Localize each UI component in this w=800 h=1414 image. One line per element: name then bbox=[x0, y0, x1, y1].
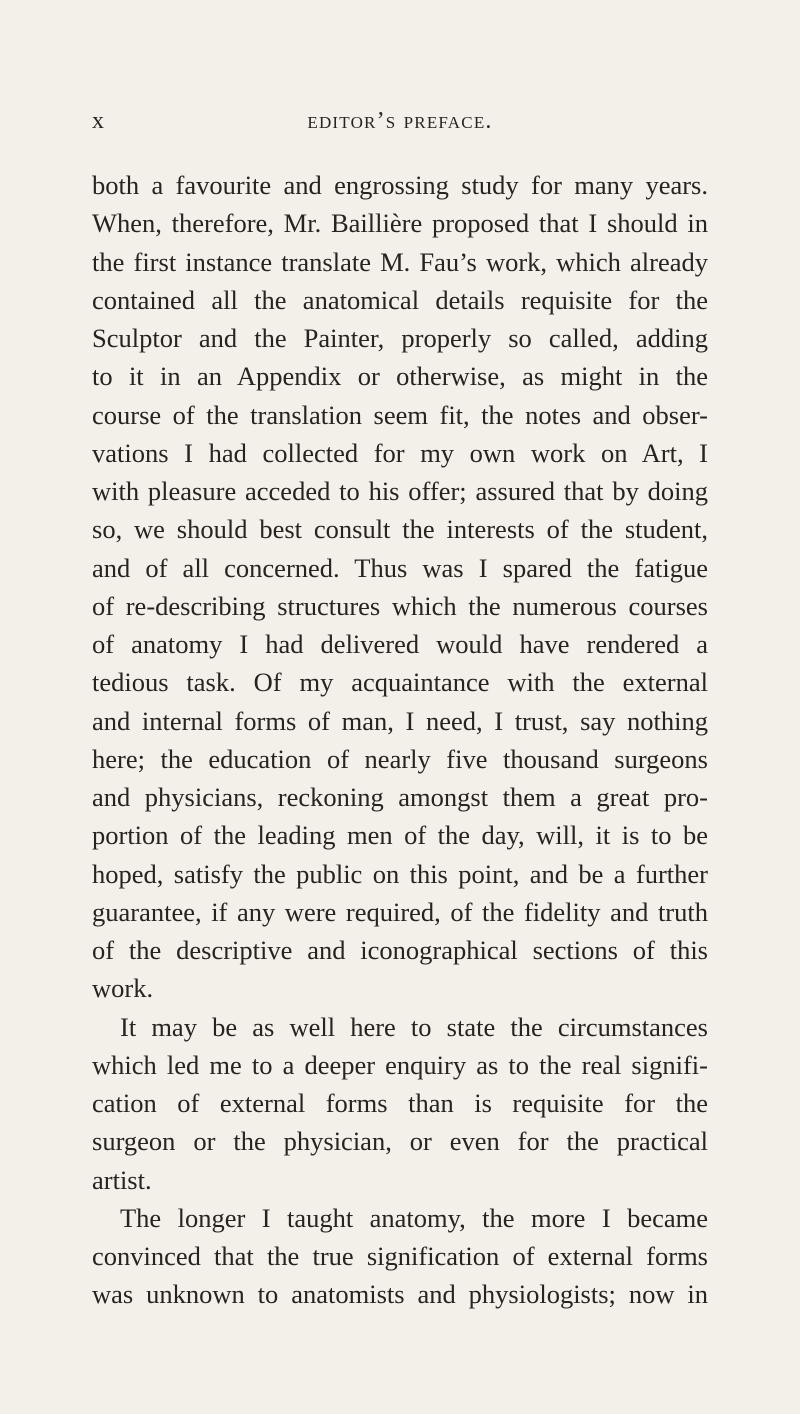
text-line: with pleasure acceded to his offer; assured that by doing bbox=[92, 476, 708, 506]
page-number: x bbox=[92, 108, 106, 134]
text-line: and physicians, reckoning amongst them a great pro- bbox=[92, 782, 708, 812]
text-line: contained all the anatomical details requisite for the bbox=[92, 284, 708, 315]
text-line: surgeon or the physician, or even for the practical bbox=[92, 1126, 708, 1157]
text-line: convinced that the true signification of external forms bbox=[92, 1241, 708, 1271]
text-line: cation of external forms than is requisite for the bbox=[92, 1088, 708, 1118]
text-line: portion of the leading men of the day, will, it is to be bbox=[92, 820, 708, 851]
text-line: The longer I taught anatomy, the more I became bbox=[120, 1202, 708, 1233]
text-line: and of all concerned. Thus was I spared the fatigue bbox=[92, 552, 708, 583]
text-line: which led me to a deeper enquiry as to the real signifi- bbox=[92, 1049, 708, 1080]
text-line: artist. bbox=[92, 1164, 152, 1195]
text-line: When, therefore, Mr. Baillière proposed that I should in bbox=[92, 208, 708, 239]
text-line: the first instance translate M. Fau’s work, which already bbox=[92, 246, 708, 277]
text-line: vations I had collected for my own work on Art, I bbox=[92, 437, 708, 468]
text-line: work. bbox=[92, 973, 154, 1004]
text-line: both a favourite and engrossing study for many years. bbox=[92, 170, 708, 200]
text-line: so, we should best consult the interests of the student, bbox=[92, 514, 708, 545]
text-line: Sculptor and the Painter, properly so called, adding bbox=[92, 323, 708, 353]
text-line: to it in an Appendix or otherwise, as might in the bbox=[92, 361, 708, 392]
text-line: of the descriptive and iconographical sections of this bbox=[92, 935, 708, 965]
running-head bbox=[92, 108, 708, 140]
running-title: editor’s preface. bbox=[307, 108, 493, 134]
text-line: and internal forms of man, I need, I trust, say nothing bbox=[92, 705, 708, 736]
text-line: tedious task. Of my acquaintance with the external bbox=[92, 667, 708, 698]
text-line: hoped, satisfy the public on this point, and be a further bbox=[92, 858, 708, 889]
text-line: course of the translation seem fit, the notes and obser- bbox=[92, 399, 708, 430]
text-line: of anatomy I had delivered would have rendered a bbox=[92, 629, 708, 659]
text-line: was unknown to anatomists and physiologists; now in bbox=[92, 1279, 708, 1310]
text-line: It may be as well here to state the circumstances bbox=[120, 1011, 708, 1042]
body-text bbox=[92, 166, 708, 1314]
text-line: here; the education of nearly five thousand surgeons bbox=[92, 743, 708, 774]
text-line: guarantee, if any were required, of the fidelity and truth bbox=[92, 896, 708, 927]
text-line: of re-describing structures which the numerous courses bbox=[92, 590, 708, 621]
